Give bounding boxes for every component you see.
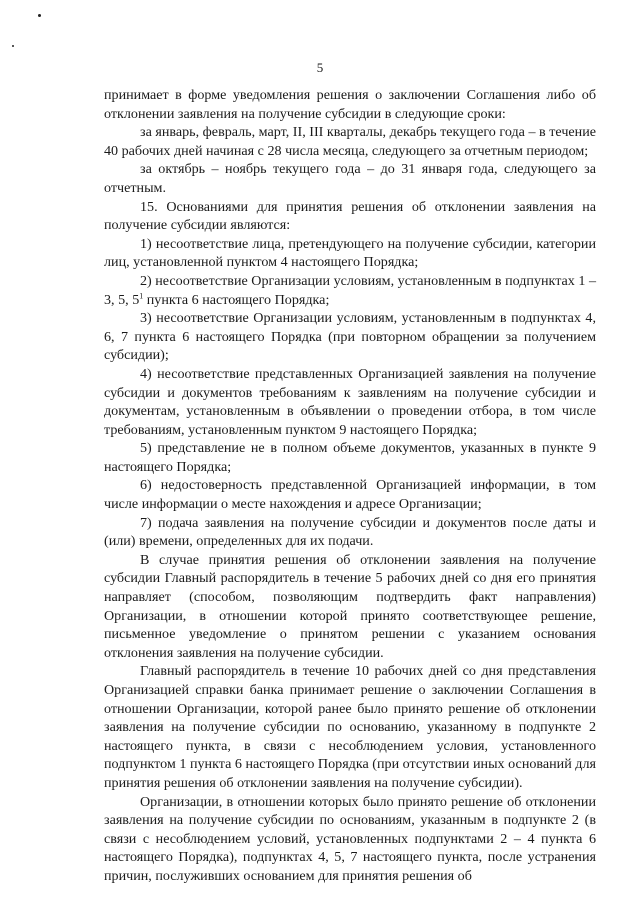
- paragraph-reapplication: Организации, в отношении которых было принято решение об отклонении заявления на получение субсидии по основаниям, указанным в подпункте 2 (в связи с несоблюдением условий, установленных подпунктами 2 – 4 пункта 6 настоящего Порядка), подпунктах 4, 5, 7 настоящего пункта, после устранения причин, послуживших основанием для принятия решения об: [104, 793, 596, 884]
- document-body: [104, 86, 596, 886]
- paragraph-item-5: 5) представление не в полном объеме документов, указанных в пункте 9 настоящего Порядка;: [104, 440, 596, 475]
- paragraph-item-3: 3) несоответствие Организации условиям, установленным в подпунктах 4, 6, 7 пункта 6 настоящего Порядка (при повторном обращении за получением субсидии);: [104, 310, 596, 364]
- paragraph-continuation: принимает в форме уведомления решения о заключении Соглашения либо об отклонении заявления на получение субсидии в следующие сроки:: [104, 87, 596, 122]
- paragraph-clause-15: 15. Основаниями для принятия решения об отклонении заявления на получение субсидии являются:: [104, 198, 596, 234]
- scan-speck: [38, 14, 41, 17]
- paragraph-rejection-notice: В случае принятия решения об отклонении заявления на получение субсидии Главный распорядитель в течение 5 рабочих дней со дня его принятия направляет (способом, позволяющим подтвердить факт направления) Организации, в отношении которой принято соответствующее решение, письменное уведомление о принятом решении с указанием основания отклонения заявления на получение субсидии.: [104, 551, 596, 661]
- paragraph-item-2: [104, 272, 596, 309]
- paragraph-bank-certificate: Главный распорядитель в течение 10 рабочих дней со дня представления Организацией справки банка принимает решение о заключении Соглашения в отношении Организации, которой ранее было принято решение об отклонении заявления на получение субсидии по основанию, указанному в подпункте 2 настоящего пункта, в связи с несоблюдением условия, установленного подпунктом 1 пункта 6 настоящего Порядка (при отсутствии иных оснований для принятия решения об отклонении заявления на получение субсидии).: [104, 663, 596, 791]
- item-2-tail: пункта 6 настоящего Порядка;: [143, 291, 330, 308]
- item-2-superscript: 1: [139, 290, 144, 300]
- page-number: 5: [316, 60, 324, 75]
- paragraph-item-7: 7) подача заявления на получение субсидии и документов после даты и (или) времени, определенных для их подачи.: [104, 514, 596, 550]
- paragraph-item-4: 4) несоответствие представленных Организацией заявления на получение субсидии и документов требованиям к заявлениям на получение субсидии и документам, установленным в объявлении о проведении отбора, в том числе требованиям, установленным пунктом 9 настоящего Порядка;: [104, 365, 596, 438]
- paragraph-item-6: 6) недостоверность представленной Организацией информации, в том числе информации о месте нахождения и адресе Организации;: [104, 477, 596, 513]
- paragraph-item-1: 1) несоответствие лица, претендующего на получение субсидии, категории лиц, установленной пунктом 4 настоящего Порядка;: [104, 235, 596, 271]
- item-2-text: 2) несоответствие Организации условиям, установленным в подпунктах 1 – 3, 5, 5: [104, 272, 596, 308]
- paragraph-deadline-oct-nov: за октябрь – ноябрь текущего года – до 31 января года, следующего за отчетным.: [104, 161, 596, 196]
- paragraph-deadline-quarters: за январь, февраль, март, II, III кварталы, декабрь текущего года – в течение 40 рабочих дней начиная с 28 числа месяца, следующего за отчетным периодом;: [104, 124, 596, 159]
- scan-speck: [12, 45, 14, 47]
